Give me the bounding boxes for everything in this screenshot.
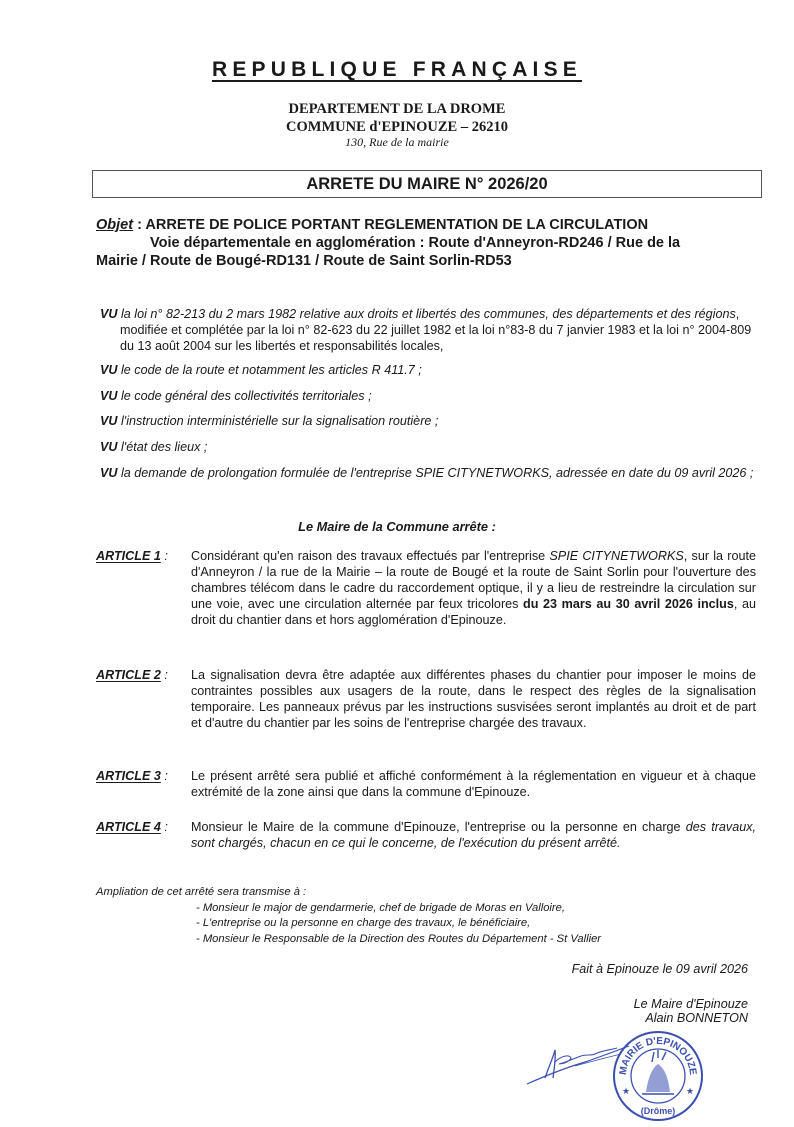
stamp-bottom-text: (Drôme)	[640, 1106, 676, 1116]
article-2	[96, 667, 756, 731]
article-colon: :	[160, 549, 168, 563]
article-4	[96, 819, 756, 851]
company-name: SPIE CITYNETWORKS	[549, 549, 684, 563]
article-label: ARTICLE 1	[96, 549, 161, 563]
objet-separator: :	[133, 217, 146, 233]
stamp-top-text: MAIRIE D'EPINOUZE	[617, 1035, 699, 1076]
article-1	[96, 548, 756, 628]
objet-line-3: Mairie / Route de Bougé-RD131 / Route de Saint Sorlin-RD53	[96, 253, 512, 269]
article-label: ARTICLE 4	[96, 820, 161, 834]
arrete-number-box	[92, 170, 762, 198]
place-and-date: Fait à Epinouze le 09 avril 2026	[571, 962, 748, 976]
article-text	[191, 548, 756, 628]
vu-label: VU	[100, 414, 118, 428]
article-text-part: , sur la route d'Anneyron / la rue de la Mairie – la route de Bougé et la route de Saint Sorlin pour l'ouverture des chambres télécom dans le cadre du raccordement optique, il y a lieu de restreindre la circulation sur une voie, avec une circulation alternée par feux tricolores	[191, 549, 757, 611]
vu-label: VU	[100, 307, 118, 321]
vu-label: VU	[100, 389, 118, 403]
visa-4	[100, 413, 760, 429]
svg-text:★: ★	[622, 1086, 631, 1096]
commune-address: 130, Rue de la mairie	[345, 135, 449, 149]
date-range: du 23 mars au 30 avril 2026 inclus	[523, 597, 734, 611]
visa-6	[100, 465, 760, 481]
visa-text-italic: l'instruction interministérielle sur la signalisation routière ;	[121, 414, 439, 428]
decision-heading: Le Maire de la Commune arrête :	[298, 519, 496, 534]
recipient-item: - Monsieur le major de gendarmerie, chef de brigade de Moras en Valloire,	[196, 902, 565, 914]
article-text-italic: des travaux, sont chargés, chacun en ce qui le concerne, de l'exécution du présent arrêté.	[191, 820, 756, 850]
recipient-item: - Monsieur le Responsable de la Direction des Routes du Département - St Vallier	[196, 932, 602, 945]
ampliation-recipients	[196, 901, 601, 947]
official-seal-icon	[612, 1030, 704, 1122]
visa-text-italic: la demande de prolongation formulée de l'entreprise SPIE CITYNETWORKS, adressée en date du 09 avril 2026 ;	[121, 466, 754, 480]
svg-text:★: ★	[686, 1086, 695, 1096]
vu-label: VU	[100, 363, 118, 377]
visa-5	[100, 439, 760, 455]
visa-text-italic: l'état des lieux ;	[121, 440, 208, 454]
article-text: La signalisation devra être adaptée aux différentes phases du chantier pour imposer le moins de contraintes possibles aux usagers de la route, dans le respect des règles de la signalisation temporaire. Les panneaux prévus par les instructions susvisées seront implantés au droit et de part et d'autre du chantier par les soins de l'entreprise chargée des travaux.	[191, 668, 756, 730]
visa-3	[100, 388, 760, 404]
visa-2	[100, 362, 760, 378]
article-colon: :	[160, 820, 168, 834]
vu-label: VU	[100, 440, 118, 454]
article-text-part: Monsieur le Maire de la commune d'Epinouze, l'entreprise ou la personne en charge	[191, 820, 686, 834]
visa-text-italic: la loi n° 82-213 du 2 mars 1982 relative aux droits et libertés des communes, des départements et des régions	[121, 307, 736, 321]
republique-francaise-heading	[0, 58, 794, 82]
objet-block	[96, 216, 766, 270]
mayor-name: Alain BONNETON	[645, 1011, 748, 1025]
article-text	[191, 819, 756, 851]
mairie-stamp	[612, 1030, 704, 1127]
objet-label: Objet	[96, 217, 134, 233]
visa-1	[100, 306, 760, 354]
objet-line-2: Voie départementale en agglomération : Route d'Anneyron-RD246 / Rue de la	[150, 235, 681, 251]
mayor-title: Le Maire d'Epinouze	[633, 997, 748, 1011]
department-name: DEPARTEMENT DE LA DROME	[288, 101, 506, 117]
visa-text-italic: le code de la route et notamment les articles R 411.7 ;	[121, 363, 422, 377]
article-text: Le présent arrêté sera publié et affiché conformément à la réglementation en vigueur et à chaque extrémité de la zone ainsi que dans la commune d'Epinouze.	[191, 769, 756, 799]
article-label: ARTICLE 2	[96, 668, 161, 682]
objet-line-1: ARRETE DE POLICE PORTANT REGLEMENTATION DE LA CIRCULATION	[145, 217, 649, 233]
ampliation-intro: Ampliation de cet arrêté sera transmise à :	[96, 886, 307, 898]
article-text-part: , au droit du chantier dans et hors agglomération d'Epinouze.	[191, 597, 756, 627]
visa-text: , modifiée et complétée par la loi n° 82-623 du 22 juillet 1982 et la loi n°83-8 du 7 janvier 1983 et la loi n° 2004-809 du 13 août 2004 sur les libertés et responsabilités locales,	[120, 307, 752, 353]
mayor-block	[634, 997, 748, 1025]
article-label: ARTICLE 3	[96, 769, 161, 783]
arrete-title: ARRETE DU MAIRE N° 2026/20	[306, 175, 548, 193]
issuer-block	[0, 100, 794, 136]
article-colon: :	[160, 769, 168, 783]
commune-name: COMMUNE d'EPINOUZE – 26210	[286, 119, 508, 135]
recipient-item: - L'entreprise ou la personne en charge des travaux, le bénéficiaire,	[196, 917, 531, 930]
article-3	[96, 768, 756, 800]
vu-label: VU	[100, 466, 118, 480]
article-text-part: Considérant qu'en raison des travaux effectués par l'entreprise	[191, 549, 550, 563]
visa-text-italic: le code général des collectivités territoriales ;	[121, 389, 372, 403]
article-colon: :	[160, 668, 168, 682]
republic-title: REPUBLIQUE FRANÇAISE	[211, 58, 583, 81]
